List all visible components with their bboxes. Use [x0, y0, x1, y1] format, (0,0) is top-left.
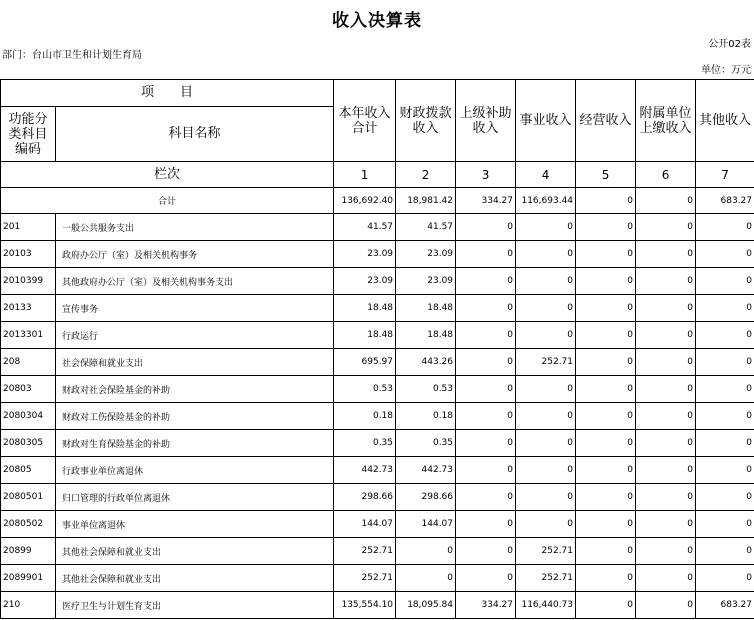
subject-name-cell: 其他社会保障和就业支出 — [56, 538, 334, 565]
value-cell: 0 — [456, 511, 516, 538]
value-cell: 0 — [456, 214, 516, 241]
value-cell: 0 — [576, 565, 636, 592]
unit-label: 单位：万元 — [701, 65, 751, 76]
value-cell: 0 — [456, 565, 516, 592]
value-cell: 116,440.73 — [516, 592, 576, 619]
value-cell: 0 — [696, 538, 754, 565]
value-cell: 0 — [516, 430, 576, 457]
table-row — [1, 322, 754, 349]
seq-number: 7 — [696, 162, 754, 188]
value-cell: 298.66 — [396, 484, 456, 511]
value-cell: 0 — [576, 376, 636, 403]
table-row — [1, 538, 754, 565]
seq-number: 4 — [516, 162, 576, 188]
value-cell: 0 — [576, 538, 636, 565]
func-code-cell: 20803 — [1, 376, 56, 403]
subject-name-cell: 政府办公厅（室）及相关机构事务 — [56, 241, 334, 268]
item-header: 项 目 — [1, 80, 334, 107]
subject-name-cell: 一般公共服务支出 — [56, 214, 334, 241]
value-cell: 0 — [396, 565, 456, 592]
value-cell: 252.71 — [334, 565, 396, 592]
table-row — [1, 565, 754, 592]
total-row — [1, 188, 754, 214]
col-header: 附属单位上缴收入 — [636, 80, 696, 162]
value-cell: 0 — [636, 511, 696, 538]
func-code-cell: 20899 — [1, 538, 56, 565]
seq-number: 1 — [334, 162, 396, 188]
value-cell: 18,095.84 — [396, 592, 456, 619]
subject-name-cell: 财政对社会保险基金的补助 — [56, 376, 334, 403]
value-cell: 0 — [576, 511, 636, 538]
table-row — [1, 214, 754, 241]
func-code-cell: 2013301 — [1, 322, 56, 349]
table-row — [1, 484, 754, 511]
value-cell: 0 — [516, 214, 576, 241]
value-cell: 23.09 — [396, 241, 456, 268]
value-cell: 0 — [636, 349, 696, 376]
value-cell: 0 — [456, 457, 516, 484]
value-cell: 23.09 — [334, 241, 396, 268]
seq-number: 3 — [456, 162, 516, 188]
seq-number: 2 — [396, 162, 456, 188]
subject-name-header: 科目名称 — [56, 107, 334, 162]
value-cell: 0 — [576, 322, 636, 349]
value-cell: 0 — [696, 430, 754, 457]
table-row — [1, 268, 754, 295]
value-cell: 0 — [516, 403, 576, 430]
func-code-cell: 208 — [1, 349, 56, 376]
total-value: 683.27 — [696, 188, 754, 214]
func-code-cell: 2010399 — [1, 268, 56, 295]
value-cell: 144.07 — [396, 511, 456, 538]
value-cell: 0 — [636, 241, 696, 268]
value-cell: 0 — [636, 376, 696, 403]
value-cell: 683.27 — [696, 592, 754, 619]
value-cell: 0 — [456, 538, 516, 565]
value-cell: 0 — [636, 214, 696, 241]
value-cell: 0 — [576, 457, 636, 484]
total-value: 0 — [636, 188, 696, 214]
table-row — [1, 511, 754, 538]
col-header: 经营收入 — [576, 80, 636, 162]
value-cell: 0 — [696, 349, 754, 376]
subject-name-cell: 行政事业单位离退休 — [56, 457, 334, 484]
func-code-cell: 2080502 — [1, 511, 56, 538]
func-code-header: 功能分类科目编码 — [1, 107, 56, 162]
value-cell: 18.48 — [396, 295, 456, 322]
value-cell: 0 — [516, 511, 576, 538]
value-cell: 252.71 — [516, 538, 576, 565]
value-cell: 0 — [696, 268, 754, 295]
value-cell: 442.73 — [396, 457, 456, 484]
value-cell: 23.09 — [396, 268, 456, 295]
value-cell: 0.53 — [396, 376, 456, 403]
value-cell: 0 — [576, 430, 636, 457]
total-value: 136,692.40 — [334, 188, 396, 214]
value-cell: 0 — [636, 403, 696, 430]
table-row — [1, 349, 754, 376]
value-cell: 0 — [576, 214, 636, 241]
revenue-table — [0, 79, 754, 619]
value-cell: 0 — [516, 295, 576, 322]
value-cell: 0 — [516, 376, 576, 403]
value-cell: 0 — [696, 295, 754, 322]
col-header: 事业收入 — [516, 80, 576, 162]
total-value: 116,693.44 — [516, 188, 576, 214]
value-cell: 0 — [636, 565, 696, 592]
subject-name-cell: 归口管理的行政单位离退休 — [56, 484, 334, 511]
func-code-cell: 2080305 — [1, 430, 56, 457]
value-cell: 0.35 — [334, 430, 396, 457]
total-value: 0 — [576, 188, 636, 214]
value-cell: 443.26 — [396, 349, 456, 376]
value-cell: 252.71 — [516, 565, 576, 592]
func-code-cell: 20805 — [1, 457, 56, 484]
func-code-cell: 20133 — [1, 295, 56, 322]
value-cell: 18.48 — [334, 295, 396, 322]
col-header: 本年收入合计 — [334, 80, 396, 162]
value-cell: 0 — [696, 214, 754, 241]
value-cell: 0 — [696, 241, 754, 268]
func-code-cell: 201 — [1, 214, 56, 241]
value-cell: 0 — [456, 322, 516, 349]
value-cell: 0.18 — [334, 403, 396, 430]
form-code: 公开02表 — [708, 39, 751, 50]
value-cell: 0 — [636, 295, 696, 322]
col-header: 财政拨款收入 — [396, 80, 456, 162]
value-cell: 0 — [516, 268, 576, 295]
value-cell: 0 — [636, 538, 696, 565]
table-row — [1, 592, 754, 619]
value-cell: 0 — [576, 349, 636, 376]
value-cell: 0 — [396, 538, 456, 565]
page-title: 收入决算表 — [332, 11, 422, 31]
func-code-cell: 210 — [1, 592, 56, 619]
value-cell: 252.71 — [334, 538, 396, 565]
value-cell: 0 — [456, 430, 516, 457]
subject-name-cell: 其他政府办公厅（室）及相关机构事务支出 — [56, 268, 334, 295]
total-label: 合计 — [1, 188, 334, 214]
func-code-cell: 2089901 — [1, 565, 56, 592]
value-cell: 18.48 — [396, 322, 456, 349]
value-cell: 144.07 — [334, 511, 396, 538]
subject-name-cell: 财政对工伤保险基金的补助 — [56, 403, 334, 430]
value-cell: 0.18 — [396, 403, 456, 430]
value-cell: 0 — [516, 322, 576, 349]
value-cell: 41.57 — [396, 214, 456, 241]
table-row — [1, 457, 754, 484]
table-row — [1, 376, 754, 403]
value-cell: 252.71 — [516, 349, 576, 376]
subject-name-cell: 医疗卫生与计划生育支出 — [56, 592, 334, 619]
value-cell: 0.35 — [396, 430, 456, 457]
value-cell: 0 — [696, 565, 754, 592]
table-row — [1, 295, 754, 322]
value-cell: 0 — [636, 322, 696, 349]
value-cell: 0 — [516, 457, 576, 484]
value-cell: 0 — [696, 511, 754, 538]
value-cell: 0 — [696, 484, 754, 511]
subject-name-cell: 宣传事务 — [56, 295, 334, 322]
value-cell: 0 — [576, 592, 636, 619]
value-cell: 0 — [516, 241, 576, 268]
value-cell: 0 — [576, 241, 636, 268]
value-cell: 135,554.10 — [334, 592, 396, 619]
total-value: 334.27 — [456, 188, 516, 214]
department-label: 部门：台山市卫生和计划生育局 — [2, 50, 142, 61]
func-code-cell: 2080501 — [1, 484, 56, 511]
value-cell: 695.97 — [334, 349, 396, 376]
value-cell: 0 — [576, 484, 636, 511]
value-cell: 0 — [696, 403, 754, 430]
subject-name-cell: 财政对生育保险基金的补助 — [56, 430, 334, 457]
value-cell: 0 — [456, 295, 516, 322]
seq-number: 6 — [636, 162, 696, 188]
value-cell: 0 — [636, 457, 696, 484]
value-cell: 298.66 — [334, 484, 396, 511]
value-cell: 0.53 — [334, 376, 396, 403]
value-cell: 0 — [636, 430, 696, 457]
value-cell: 0 — [696, 322, 754, 349]
subject-name-cell: 其他社会保障和就业支出 — [56, 565, 334, 592]
value-cell: 0 — [576, 268, 636, 295]
value-cell: 0 — [456, 349, 516, 376]
total-value: 18,981.42 — [396, 188, 456, 214]
func-code-cell: 20103 — [1, 241, 56, 268]
value-cell: 0 — [516, 484, 576, 511]
col-header: 上级补助收入 — [456, 80, 516, 162]
value-cell: 442.73 — [334, 457, 396, 484]
value-cell: 0 — [696, 457, 754, 484]
value-cell: 0 — [636, 592, 696, 619]
table-row — [1, 430, 754, 457]
value-cell: 23.09 — [334, 268, 396, 295]
value-cell: 0 — [636, 484, 696, 511]
seq-number: 5 — [576, 162, 636, 188]
func-code-cell: 2080304 — [1, 403, 56, 430]
value-cell: 18.48 — [334, 322, 396, 349]
value-cell: 0 — [576, 295, 636, 322]
col-header: 其他收入 — [696, 80, 754, 162]
subject-name-cell: 社会保障和就业支出 — [56, 349, 334, 376]
value-cell: 334.27 — [456, 592, 516, 619]
value-cell: 41.57 — [334, 214, 396, 241]
value-cell: 0 — [456, 241, 516, 268]
value-cell: 0 — [456, 403, 516, 430]
value-cell: 0 — [456, 268, 516, 295]
subject-name-cell: 事业单位离退休 — [56, 511, 334, 538]
value-cell: 0 — [636, 268, 696, 295]
subject-name-cell: 行政运行 — [56, 322, 334, 349]
table-row — [1, 403, 754, 430]
value-cell: 0 — [696, 376, 754, 403]
value-cell: 0 — [456, 376, 516, 403]
value-cell: 0 — [576, 403, 636, 430]
seq-header: 栏次 — [1, 162, 334, 188]
table-row — [1, 241, 754, 268]
value-cell: 0 — [456, 484, 516, 511]
